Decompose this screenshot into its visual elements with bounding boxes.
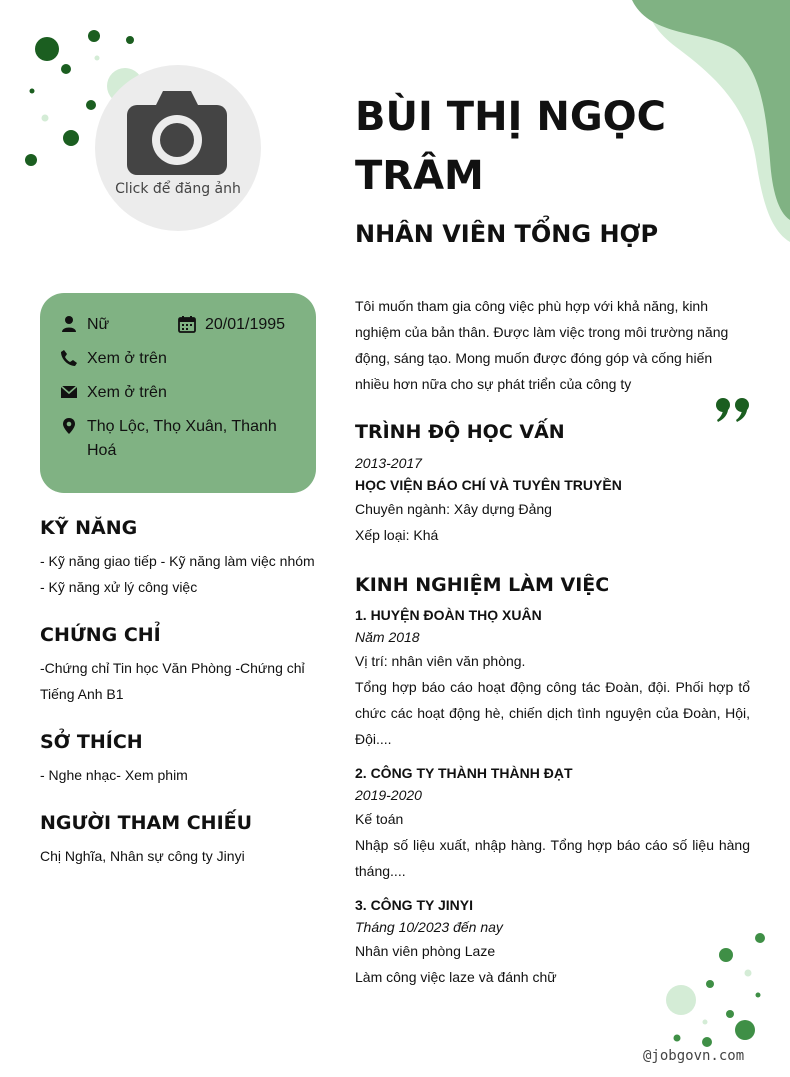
person-icon [60,315,78,333]
education-heading: TRÌNH ĐỘ HỌC VẤN [355,421,565,443]
gender-row [60,313,109,337]
camera-icon [127,87,227,175]
photo-caption: Click để đăng ảnh [115,181,241,197]
skills-heading: KỸ NĂNG [40,517,138,539]
location-pin-icon [60,417,78,435]
experience-item [355,604,750,752]
education-period: 2013-2017 [355,455,422,471]
quote-icon [715,397,751,423]
phone-value: Xem ở trên [87,350,167,367]
address-row [60,415,290,463]
experience-position: Nhân viên phòng Laze [355,943,496,959]
phone-row [60,347,167,371]
career-objective: Tôi muốn tham gia công việc phù hợp với khả năng, kinh nghiệm của bản thân. Được làm việc trong môi trường năng động, sáng tạo. Mong muốn được đóng góp và cống hiến nhiều hơn nữa cho sự phát triển của công ty [355,298,729,392]
hobbies-text: - Nghe nhạc- Xem phim [40,767,188,783]
calendar-icon [178,315,196,333]
references-heading: NGƯỜI THAM CHIẾU [40,812,253,834]
experience-description: Tổng hợp báo cáo hoạt động công tác Đoàn, đội. Phối hợp tổ chức các hoạt động hè, chiến dịch tình nguyện của Đoàn, Hội, Đội.... [355,679,750,747]
experience-description: Làm công việc laze và đánh chữ [355,969,557,985]
hobbies-heading: SỞ THÍCH [40,731,143,753]
education-entry [355,452,750,548]
phone-icon [60,349,78,367]
birthdate-value: 20/01/1995 [205,316,286,333]
experience-item [355,894,750,990]
certificates-text: -Chứng chỉ Tin học Văn Phòng -Chứng chỉ Tiếng Anh B1 [40,660,305,702]
experience-company: 2. CÔNG TY THÀNH THÀNH ĐẠT [355,765,573,781]
email-row [60,381,167,405]
skills-text: - Kỹ năng giao tiếp - Kỹ năng làm việc nhóm - Kỹ năng xử lý công việc [40,553,315,595]
experience-period: 2019-2020 [355,787,422,803]
experience-item [355,762,750,884]
address-value: Thọ Lộc, Thọ Xuân, Thanh Hoá [87,418,277,459]
experience-company: 1. HUYỆN ĐOÀN THỌ XUÂN [355,607,542,623]
experience-description: Nhập số liệu xuất, nhập hàng. Tổng hợp báo cáo số liệu hàng tháng.... [355,837,750,879]
experience-position: Kế toán [355,811,404,827]
experience-company: 3. CÔNG TY JINYI [355,897,473,913]
gender-value: Nữ [87,316,110,333]
watermark: @jobgovn.com [643,1048,745,1064]
experience-position: Vị trí: nhân viên văn phòng. [355,653,526,669]
experience-period: Năm 2018 [355,629,420,645]
avatar-upload[interactable] [95,65,261,231]
experience-heading: KINH NGHIỆM LÀM VIỆC [355,574,610,596]
certificates-heading: CHỨNG CHỈ [40,624,161,646]
email-value: Xem ở trên [87,384,167,401]
references-text: Chị Nghĩa, Nhân sự công ty Jinyi [40,848,245,864]
education-major: Chuyên ngành: Xây dựng Đảng [355,501,552,517]
birthdate-row [178,313,285,337]
contact-info-box [40,293,316,493]
candidate-name: BÙI THỊ NGỌC TRÂM [355,94,667,199]
education-grade: Xếp loại: Khá [355,527,439,543]
job-title: NHÂN VIÊN TỔNG HỢP [355,220,659,248]
experience-period: Tháng 10/2023 đến nay [355,919,503,935]
education-school: HỌC VIỆN BÁO CHÍ VÀ TUYÊN TRUYỀN [355,477,622,493]
envelope-icon [60,383,78,401]
experience-list [355,604,750,1000]
